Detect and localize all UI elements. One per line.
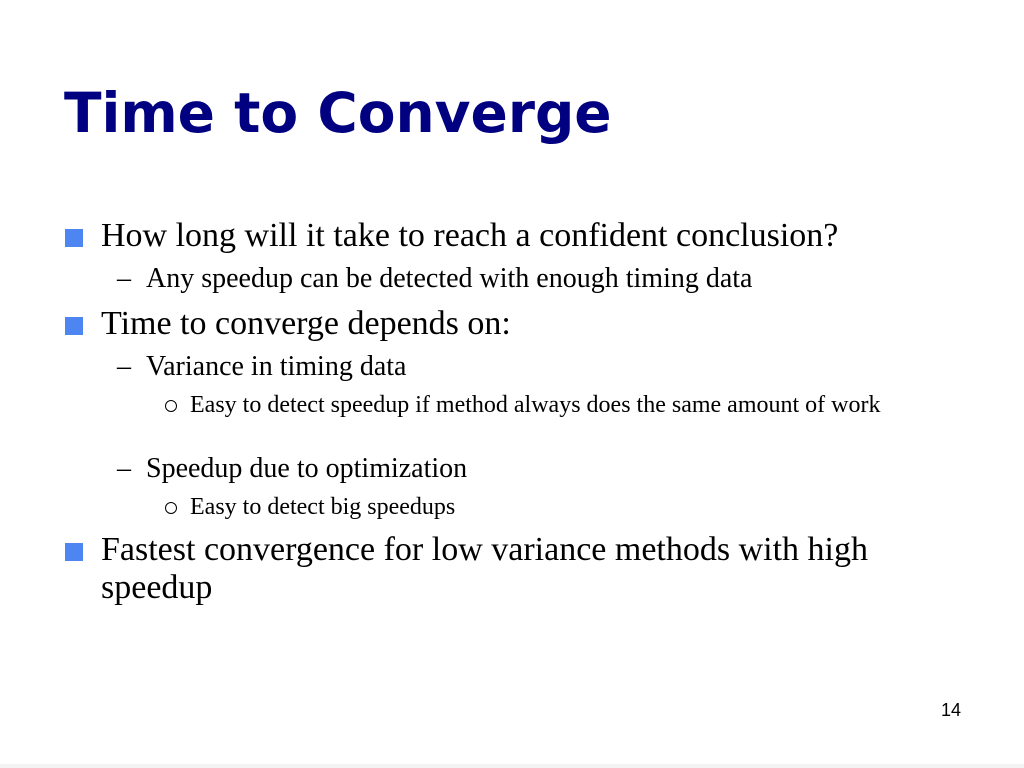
square-bullet-icon <box>65 543 83 561</box>
square-bullet-icon <box>65 229 83 247</box>
dash-bullet-icon: – <box>117 453 131 484</box>
dash-bullet-icon: – <box>117 263 131 294</box>
sub-sub-bullet-text: Easy to detect big speedups <box>190 494 456 520</box>
bullet-text: How long will it take to reach a confident conclusion? <box>101 217 839 254</box>
sub-sub-bullet-text: Easy to detect speedup if method always does the same amount of work <box>190 392 881 418</box>
sub-bullet-text: Speedup due to optimization <box>146 453 468 484</box>
bullet-text: Time to converge depends on: <box>101 305 511 342</box>
sub-bullet-text: Variance in timing data <box>146 351 407 382</box>
bottom-divider <box>0 764 1024 768</box>
square-bullet-icon <box>65 317 83 335</box>
page-number: 14 <box>940 700 961 720</box>
slide-title: Time to Converge <box>64 81 612 145</box>
sub-bullet-text: Any speedup can be detected with enough timing data <box>146 263 753 294</box>
circle-bullet-icon <box>165 400 177 412</box>
dash-bullet-icon: – <box>117 351 131 382</box>
bullet-text: Fastest convergence for low variance methods with high speedup <box>101 531 868 606</box>
circle-bullet-icon <box>165 502 177 514</box>
